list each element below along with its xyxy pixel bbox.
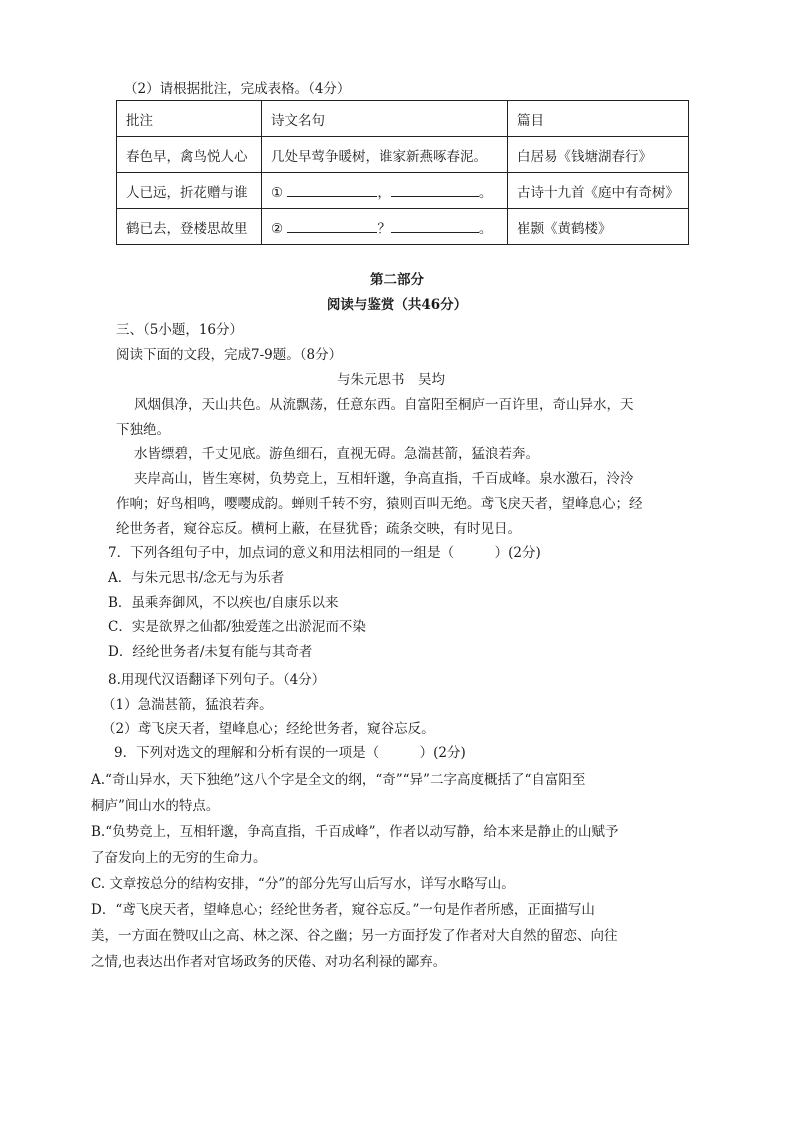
- q9-option-a-line: 桐庐”间山水的特点。: [91, 798, 220, 814]
- table-cell-title: 崔颢《黄鹤楼》: [508, 209, 689, 245]
- reading-instruction: 阅读下面的文段，完成7-9题。（8分）: [116, 347, 343, 363]
- passage-title: 与朱元思书 吴均: [337, 372, 445, 388]
- blank-separator: ？: [377, 220, 391, 237]
- table-cell-note: 春色早，禽鸟悦人心: [117, 137, 262, 173]
- table-header-quote: 诗文名句: [262, 101, 508, 137]
- q9-option-d-line: 美，一方面在赞叹山之高、林之深、谷之幽；另一方面抒发了作者对大自然的留恋、向往: [91, 928, 618, 944]
- q9-option-b-line: B.“负势竞上，互相轩邈，争高直指，千百成峰”，作者以动写静，给本来是静止的山赋予: [91, 824, 619, 840]
- q9-option-d-line: 之情,也表达出作者对官场政务的厌倦、对功名利禄的鄙弃。: [91, 954, 447, 970]
- table-cell-quote: 几处早莺争暖树，谁家新燕啄春泥。: [262, 137, 508, 173]
- annotation-table: [116, 100, 689, 245]
- q7-option-b: B．虽乘奔御风，不以疾也/自康乐以来: [108, 595, 339, 611]
- passage-line: 作响；好鸟相鸣，嘤嘤成韵。蝉则千转不穷，猿则百叫无绝。鸢飞戾天者，望峰息心；经: [116, 496, 643, 512]
- section-heading: 三、（5小题，16分）: [116, 322, 244, 338]
- q9-option-b-line: 了奋发向上的无穷的生命力。: [91, 850, 267, 866]
- passage-line: 纶世务者，窥谷忘反。横柯上蔽，在昼犹昏；疏条交映，有时见日。: [116, 521, 521, 537]
- table-row: [117, 137, 689, 173]
- q8-item-2: （2）鸢飞戾天者，望峰息心；经纶世务者，窥谷忘反。: [102, 721, 435, 737]
- table-cell-title: 白居易《钱塘湖春行》: [508, 137, 689, 173]
- passage-line: 风烟俱净，天山共色。从流飘荡，任意东西。自富阳至桐庐一百许里，奇山异水，天: [134, 397, 634, 413]
- table-cell-title: 古诗十九首《庭中有奇树》: [508, 173, 689, 209]
- table-row: [117, 173, 689, 209]
- q8-item-1: （1）急湍甚箭，猛浪若奔。: [102, 697, 273, 713]
- answer-blank[interactable]: [391, 219, 479, 233]
- answer-blank[interactable]: [391, 183, 479, 197]
- blank-end: 。: [478, 184, 493, 201]
- q9-option-a-line: A.“奇山异水，天下独绝”这八个字是全文的纲，“奇”“异”二字高度概括了“自富阳至: [91, 772, 586, 788]
- q9-option-d-line: D．“鸢飞戾天者，望峰息心；经纶世务者，窥谷忘反。”一句是作者所感，正面描写山: [91, 902, 595, 918]
- q8-stem: 8.用现代汉语翻译下列句子。（4分）: [108, 672, 326, 688]
- passage-line: 下独绝。: [116, 422, 170, 438]
- table-header-row: [117, 101, 689, 137]
- blank-marker: ②: [271, 220, 284, 237]
- table-cell-note: 人已远，折花赠与谁: [117, 173, 262, 209]
- blank-separator: ，: [377, 184, 391, 201]
- blank-marker: ①: [271, 184, 284, 201]
- table-header-note: 批注: [117, 101, 262, 137]
- answer-blank[interactable]: [287, 183, 377, 197]
- table-cell-quote-blank: [262, 209, 508, 245]
- table-cell-quote-blank: [262, 173, 508, 209]
- part-subheading: 阅读与鉴赏（共46分）: [326, 297, 468, 313]
- answer-blank[interactable]: [287, 219, 377, 233]
- blank-end: 。: [478, 220, 493, 237]
- q2-instruction: （2）请根据批注，完成表格。（4分）: [124, 81, 351, 97]
- q7-stem: 7．下列各组句子中，加点词的意义和用法相同的一组是（ ）(2分): [108, 545, 541, 561]
- q7-option-c: C．实是欲界之仙都/独爱莲之出淤泥而不染: [108, 619, 366, 635]
- table-cell-note: 鹤已去，登楼思故里: [117, 209, 262, 245]
- passage-line: 夹岸高山，皆生寒树，负势竞上，互相轩邈，争高直指，千百成峰。泉水激石，泠泠: [134, 471, 634, 487]
- q9-option-c: C. 文章按总分的结构安排，“分”的部分先写山后写水，详写水略写山。: [91, 876, 515, 892]
- q7-option-d: D．经纶世务者/未复有能与其奇者: [108, 644, 313, 660]
- q7-option-a: A．与朱元思书/念无与为乐者: [108, 570, 285, 586]
- table-header-title: 篇目: [508, 101, 689, 137]
- part-heading: 第二部分: [370, 272, 424, 288]
- q9-stem: 9．下列对选文的理解和分析有误的一项是（ ）(2分): [114, 745, 466, 761]
- passage-line: 水皆缥碧，千丈见底。游鱼细石，直视无碍。急湍甚箭，猛浪若奔。: [134, 446, 539, 462]
- table-row: [117, 209, 689, 245]
